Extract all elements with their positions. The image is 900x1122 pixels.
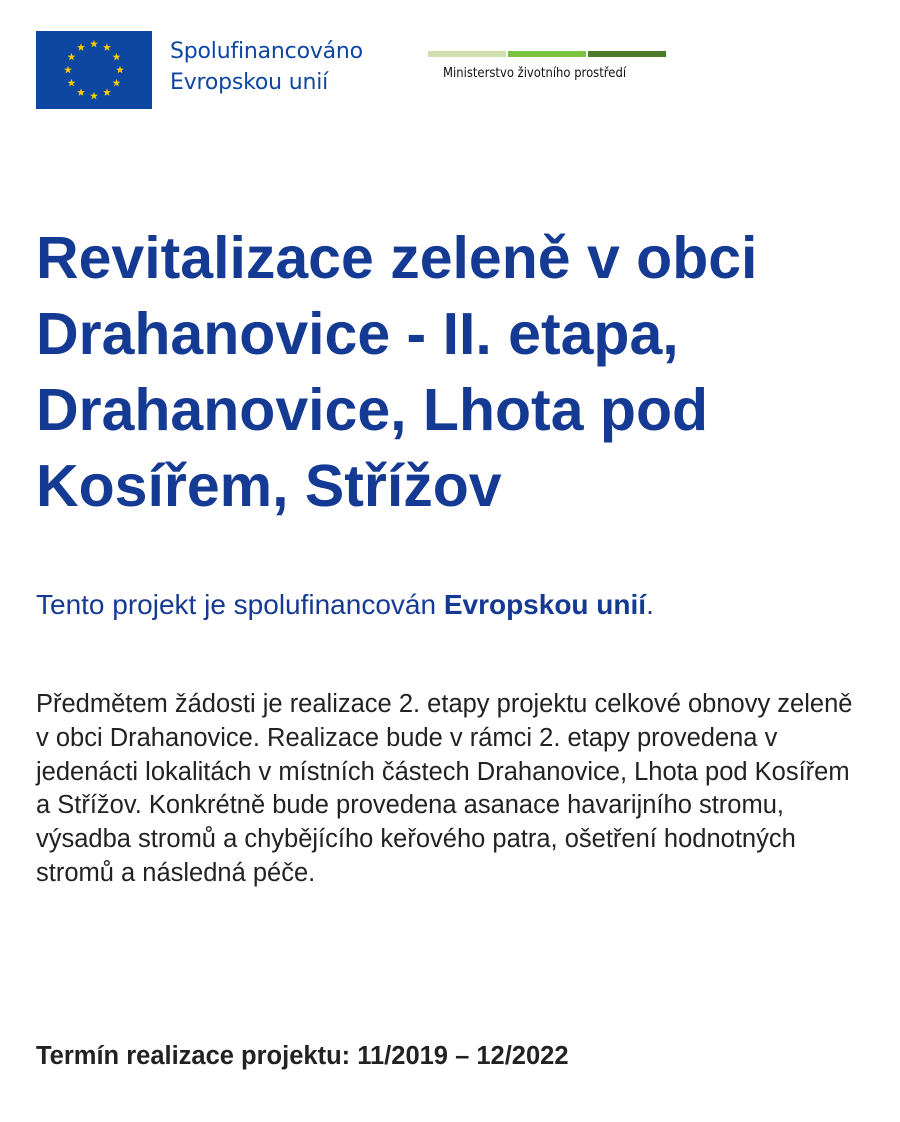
cofinancing-prefix: Tento projekt je spolufinancován xyxy=(36,589,444,620)
ministry-bar-medium xyxy=(508,51,586,57)
cofinancing-suffix: . xyxy=(646,589,654,620)
ministry-logo-bars xyxy=(428,51,666,57)
cofinancing-emphasis: Evropskou unií xyxy=(443,589,647,620)
project-term: Termín realizace projektu: 11/2019 – 12/2022 xyxy=(36,1042,569,1070)
eu-label-line2: Evropskou unií xyxy=(170,70,329,95)
eu-label-line1: Spolufinancováno xyxy=(170,39,363,64)
ministry-bar-dark xyxy=(588,51,666,57)
project-title: Revitalizace zeleně v obci Drahanovice - II. etapa, Drahanovice, Lhota pod Kosířem, Střížov xyxy=(36,225,758,519)
project-description: Předmětem žádosti je realizace 2. etapy projektu celkové obnovy zeleně v obci Drahanovice. Realizace bude v rámci 2. etapy provedena v jedenácti lokalitách v místních částech Drahanovice, Lhota pod Kosířem a Střížov. Konkrétně bude provedena asanace havarijního stromu, výsadba stromů a chybějícího keřového patra, ošetření hodnotných stromů a následná péče. xyxy=(36,690,853,887)
header xyxy=(36,31,676,109)
ministry-name: Ministerstvo životního prostředí xyxy=(443,65,627,81)
eu-cofinancing-label xyxy=(170,36,363,98)
cofinancing-statement xyxy=(36,585,654,625)
ministry-bar-light xyxy=(428,51,506,57)
eu-flag-icon xyxy=(36,31,152,109)
